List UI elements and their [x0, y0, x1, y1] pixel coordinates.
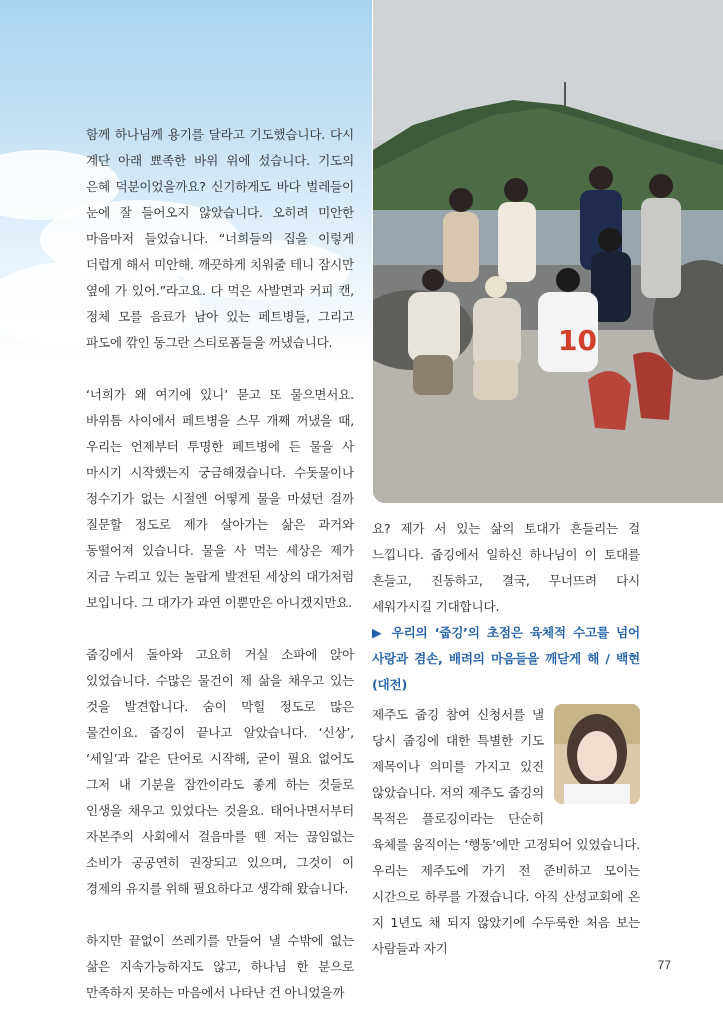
left-column: [86, 122, 354, 1006]
paragraph: 함께 하나님께 용기를 달라고 기도했습니다. 다시 계단 아래 뾰족한 바위 위에 섰습니다. 기도의 은혜 덕분이었을까요? 신기하게도 바다 벌레들이 눈에 잘 들어오지 않았습니다. 오히려 미안한 마음마저 들었습니다. “너희들의 집을 이렇게 더럽게 해서 미안해. 깨끗하게 치워줄 테니 잠시만 옆에 가 있어.”라고요. 다 먹은 사발면과 커피 캔, 정체 모를 음료가 남아 있는 페트병들, 그리고 파도에 깎인 동그란 스티로폼들을 꺼냈습니다.: [86, 127, 354, 350]
paragraph: 하지만 끝없이 쓰레기를 만들어 낼 수밖에 없는 삶은 지속가능하지도 않고, 하나님 한 분으로 만족하지 못하는 마음에서 나타난 건 아니었을까: [86, 933, 354, 1000]
paragraph: ‘너희가 왜 여기에 있니’ 묻고 또 물으면서요. 바위틈 사이에서 페트병을 스무 개째 꺼냈을 때, 우리는 언제부터 투명한 페트병에 든 물을 사 마시기 시작했는지 궁금해졌습니다. 수돗물이나 정수기가 없는 시절엔 어떻게 물을 마셨던 걸까 질문할 정도로 제가 살아가는 삶은 과거와 동떨어져 있습니다. 물을 사 먹는 세상은 제가 지금 누리고 있는 놀랍게 발전된 세상의 대가처럼 보입니다. 그 대가가 과연 이뿐만은 아니겠지만요.: [86, 387, 354, 610]
right-column: [372, 516, 640, 962]
continuation-paragraph: 요? 제가 서 있는 삶의 토대가 흔들리는 걸 느낍니다. 줍깅에서 일하신 하나님이 이 토대를 흔들고, 진동하고, 결국, 무너뜨려 다시 세워가시길 기대합니다.: [372, 521, 640, 614]
svg-text:10: 10: [558, 324, 597, 357]
paragraph: 줍깅에서 돌아와 고요히 거실 소파에 앉아 있었습니다. 수많은 물건이 제 삶을 채우고 있는 것을 발견합니다. 숨이 막힐 정도로 많은 물건이요. 줍깅이 끝나고 알았습니다. ‘신상’, ‘세일’과 같은 단어로 시작해, 굳이 필요 없어도 그저 내 기분을 잠깐이라도 좋게 하는 것들로 인생을 채우고 있었다는 것을요. 태어나면서부터 자본주의 사회에서 걸음마를 뗀 저는 끊임없는 소비가 공공연히 권장되고 있으며, 그것이 이 경제의 유지를 위해 필요하다고 생각해 왔습니다.: [86, 647, 354, 896]
page-number: 77: [657, 958, 671, 972]
group-photo: [373, 0, 723, 503]
section-heading: ▶ 우리의 ‘줍깅’의 초점은 육체적 수고를 넘어 사랑과 겸손, 배려의 마음들을 깨닫게 해 / 백현(대전): [372, 625, 640, 692]
body-paragraph: 제주도 줍깅 참여 신청서를 낼 당시 줍깅에 대한 특별한 기도 제목이나 의미를 가지고 있진 않았습니다. 저의 제주도 줍깅의 목적은 플로깅이라는 단순히 육체를 움직이는 ‘행동’에만 고정되어 있었습니다. 우리는 제주도에 가기 전 준비하고 모이는 시간으로 하루를 가졌습니다. 아직 산성교회에 온 지 1년도 채 되지 않았기에 수두룩한 처음 보는 사람들과 자기: [372, 707, 640, 956]
author-portrait: [554, 704, 640, 804]
